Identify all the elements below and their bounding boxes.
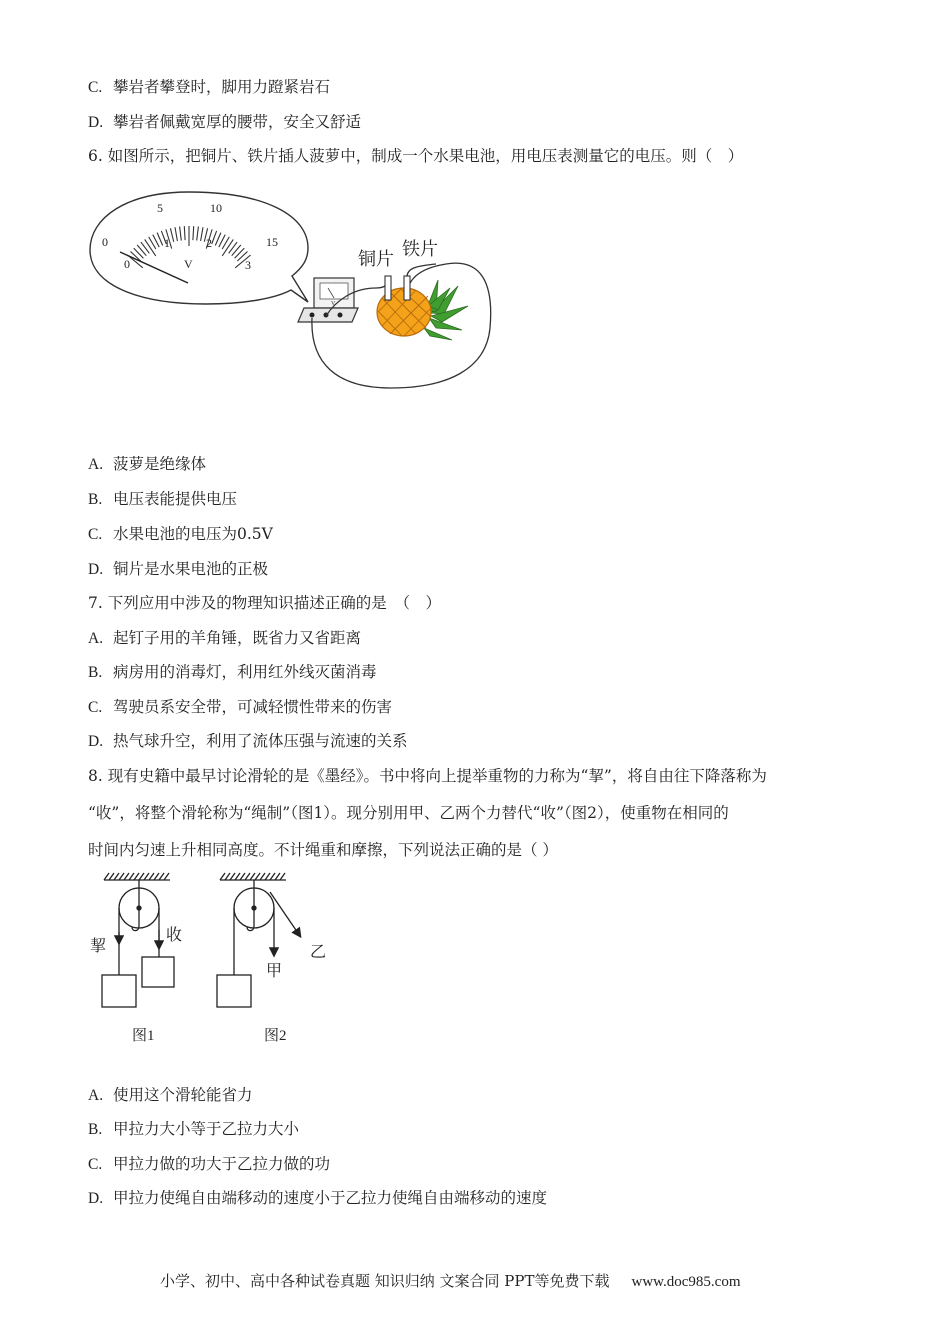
ceiling-hatch bbox=[220, 873, 225, 880]
q6-option-c bbox=[88, 524, 273, 545]
meter-needle bbox=[120, 252, 188, 283]
meter-symbol: V bbox=[331, 301, 336, 307]
option-text: 电压表能提供电压 bbox=[113, 490, 238, 508]
option-text: 攀岩者佩戴宽厚的腰带，安全又舒适 bbox=[113, 113, 362, 131]
option-text: 攀岩者攀登时，脚用力蹬紧岩石 bbox=[113, 78, 331, 96]
option-label: C. bbox=[88, 526, 103, 543]
q8-option-a bbox=[88, 1085, 253, 1106]
dial-tick bbox=[180, 227, 182, 241]
q8-option-c bbox=[88, 1154, 330, 1175]
ceiling-hatch bbox=[124, 873, 129, 880]
fig1-shou-label: 收 bbox=[166, 927, 183, 944]
q7-stem: 7. 下列应用中涉及的物理知识描述正确的是 （ ） bbox=[88, 594, 441, 612]
option-text: 起钉子用的羊角锤，既省力又省距离 bbox=[113, 629, 362, 647]
ceiling-hatch bbox=[255, 873, 260, 880]
option-label: D. bbox=[88, 561, 104, 578]
dial-tick bbox=[212, 231, 217, 244]
ceiling-hatch bbox=[144, 873, 149, 880]
ceiling-hatch bbox=[134, 873, 139, 880]
option-label: A. bbox=[88, 456, 104, 473]
q6-option-a bbox=[88, 454, 206, 475]
page-footer bbox=[160, 1270, 741, 1291]
ceiling-hatch bbox=[164, 873, 169, 880]
ceiling-hatch bbox=[104, 873, 109, 880]
iron-label: 铁片 bbox=[402, 239, 438, 259]
ceiling-hatch bbox=[250, 873, 255, 880]
option-label: C. bbox=[88, 1156, 103, 1173]
option-label: A. bbox=[88, 630, 104, 647]
q8-option-b bbox=[88, 1119, 299, 1140]
fig1-caption: 图1 bbox=[132, 1028, 155, 1044]
option-text: 使用这个滑轮能省力 bbox=[113, 1086, 253, 1104]
footer-link[interactable]: www.doc985.com bbox=[631, 1274, 741, 1290]
fig1-qie-label: 挈 bbox=[90, 938, 107, 955]
option-text: 菠萝是绝缘体 bbox=[113, 455, 207, 473]
option-text: 水果电池的电压为0.5V bbox=[113, 525, 273, 543]
ceiling-hatch bbox=[139, 873, 144, 880]
bottom-scale-2: 2 bbox=[206, 236, 212, 250]
bottom-scale-3: 3 bbox=[245, 258, 251, 272]
dial-tick bbox=[222, 239, 233, 256]
dial-unit: V bbox=[184, 257, 193, 271]
fig2-jia-label: 甲 bbox=[266, 963, 283, 980]
dial-tick bbox=[197, 227, 199, 241]
ceiling-hatch bbox=[275, 873, 280, 880]
q8-figure bbox=[86, 870, 346, 1050]
q8-stem-line-1: 8. 现有史籍中最早讨论滑轮的是《墨经》。书中将向上提举重物的力称为“挈”，将自由往下降落称为 bbox=[88, 767, 767, 785]
q6-stem: 6. 如图所示，把铜片、铁片插人菠萝中，制成一个水果电池，用电压表测量它的电压。则（ ） bbox=[88, 147, 744, 165]
ceiling-hatch bbox=[235, 873, 240, 880]
fig2-pulley bbox=[217, 873, 300, 1007]
q6-option-d bbox=[88, 559, 268, 580]
q8-stem-line-2: “收”，将整个滑轮称为“绳制”（图1）。现分别用甲、乙两个力替代“收”（图2），使重物在相同的 bbox=[88, 804, 729, 822]
top-scale-0: 0 bbox=[102, 235, 108, 249]
dial-tick bbox=[235, 248, 245, 258]
option-text: 铜片是水果电池的正极 bbox=[113, 560, 269, 578]
option-label: B. bbox=[88, 491, 103, 508]
ceiling-hatch bbox=[159, 873, 164, 880]
q7-option-c bbox=[88, 697, 392, 718]
dial-tick bbox=[134, 248, 144, 258]
option-label: D. bbox=[88, 114, 104, 131]
ceiling-hatch bbox=[260, 873, 265, 880]
option-label: B. bbox=[88, 1121, 103, 1138]
option-text: 甲拉力大小等于乙拉力大小 bbox=[113, 1120, 300, 1138]
top-scale-10: 10 bbox=[210, 201, 222, 215]
ceiling-hatch bbox=[149, 873, 154, 880]
option-text: 驾驶员系安全带，可减轻惯性带来的伤害 bbox=[113, 698, 393, 716]
top-scale-5: 5 bbox=[157, 201, 163, 215]
option-label: C. bbox=[88, 79, 103, 96]
ceiling-hatch bbox=[119, 873, 124, 880]
ceiling-hatch bbox=[114, 873, 119, 880]
bottom-scale-0: 0 bbox=[124, 257, 130, 271]
q8-stem-line-3: 时间内匀速上升相同高度。不计绳重和摩擦，下列说法正确的是（ ） bbox=[88, 841, 558, 859]
option-text: 甲拉力使绳自由端移动的速度小于乙拉力使绳自由端移动的速度 bbox=[113, 1189, 548, 1207]
copper-label: 铜片 bbox=[358, 249, 394, 269]
dial-tick bbox=[193, 226, 194, 240]
option-label: B. bbox=[88, 664, 103, 681]
option-text: 病房用的消毒灯，利用红外线灭菌消毒 bbox=[113, 663, 377, 681]
fig1-pulley bbox=[102, 873, 174, 1007]
option-text: 热气球升空，利用了流体压强与流速的关系 bbox=[113, 732, 408, 750]
q6-figure bbox=[86, 188, 506, 408]
ceiling-hatch bbox=[230, 873, 235, 880]
ceiling-hatch bbox=[270, 873, 275, 880]
fig2-caption: 图2 bbox=[264, 1028, 287, 1044]
q6-option-b bbox=[88, 489, 237, 510]
fig2-yi-label: 乙 bbox=[310, 944, 327, 961]
dial-tick bbox=[145, 239, 156, 256]
option-label: A. bbox=[88, 1087, 104, 1104]
ceiling-hatch bbox=[245, 873, 250, 880]
ceiling-hatch bbox=[154, 873, 159, 880]
top-scale-15: 15 bbox=[266, 235, 278, 249]
dial-tick bbox=[175, 227, 177, 241]
ceiling-hatch bbox=[225, 873, 230, 880]
dial-tick bbox=[201, 227, 203, 241]
ceiling-hatch bbox=[240, 873, 245, 880]
ceiling-hatch bbox=[129, 873, 134, 880]
copper-strip bbox=[385, 276, 391, 300]
ceiling-hatch bbox=[109, 873, 114, 880]
q7-option-a bbox=[88, 628, 361, 649]
q8-option-d bbox=[88, 1188, 547, 1209]
option-label: D. bbox=[88, 1190, 104, 1207]
ceiling-hatch bbox=[265, 873, 270, 880]
dial-tick bbox=[170, 228, 173, 242]
iron-strip bbox=[404, 276, 410, 300]
bottom-scale-1: 1 bbox=[164, 236, 170, 250]
option-text: 甲拉力做的功大于乙拉力做的功 bbox=[113, 1155, 331, 1173]
q7-option-b bbox=[88, 662, 377, 683]
dial-tick bbox=[184, 226, 185, 240]
ceiling-hatch bbox=[280, 873, 285, 880]
option-label: D. bbox=[88, 733, 104, 750]
wire-iron bbox=[407, 264, 436, 276]
q5-option-c bbox=[88, 77, 330, 98]
q7-option-d bbox=[88, 731, 408, 752]
option-label: C. bbox=[88, 699, 103, 716]
footer-text: 小学、初中、高中各种试卷真题 知识归纳 文案合同 PPT等免费下载 bbox=[160, 1272, 610, 1290]
q5-option-d bbox=[88, 112, 361, 133]
